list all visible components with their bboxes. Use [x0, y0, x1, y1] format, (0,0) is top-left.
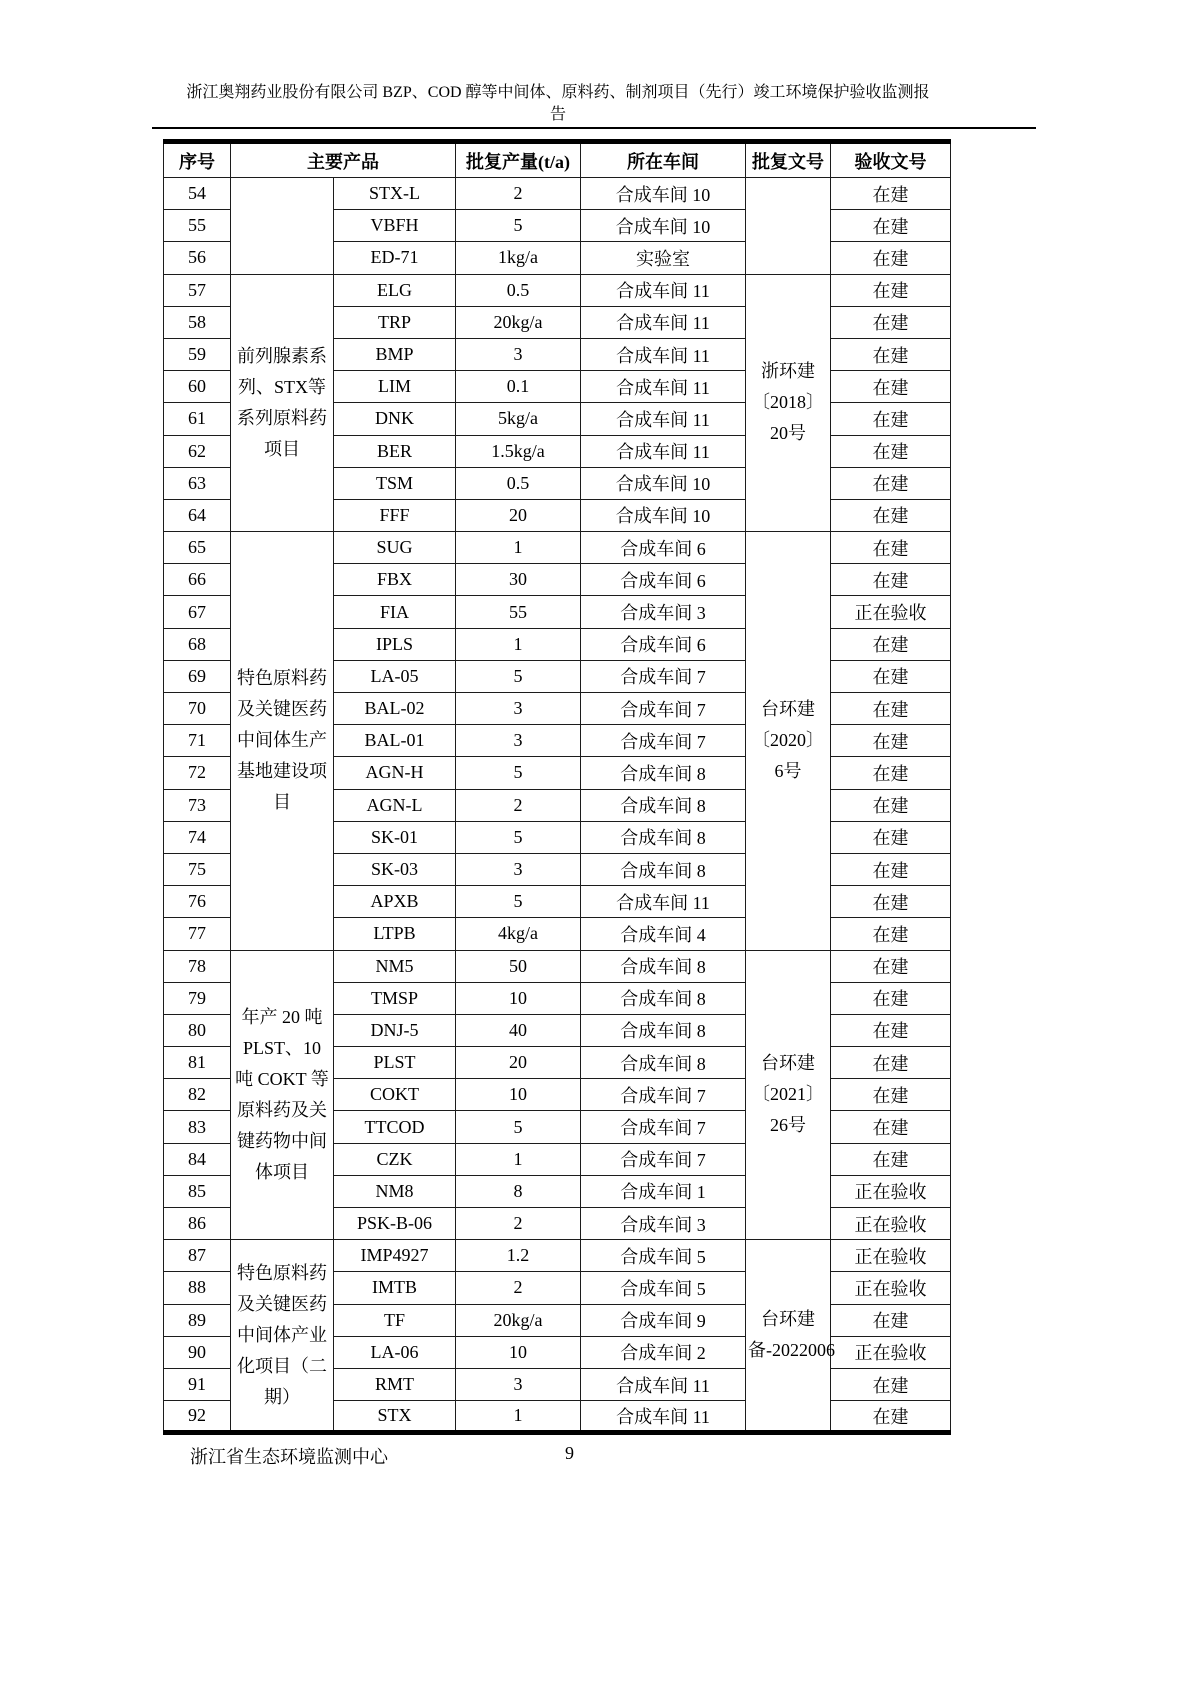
row-no-cell: 71: [164, 725, 231, 757]
workshop-cell: 合成车间 2: [581, 1336, 746, 1368]
product-cell: SK-01: [334, 821, 456, 853]
table-row: [164, 274, 951, 306]
acceptance-cell: 正在验收: [831, 1336, 951, 1368]
row-no-cell: 74: [164, 821, 231, 853]
acceptance-cell: 在建: [831, 1143, 951, 1175]
row-no-cell: 86: [164, 1208, 231, 1240]
row-no-cell: 67: [164, 596, 231, 628]
product-cell: TTCOD: [334, 1111, 456, 1143]
workshop-cell: 合成车间 8: [581, 1047, 746, 1079]
product-cell: IPLS: [334, 628, 456, 660]
acceptance-cell: 在建: [831, 1111, 951, 1143]
table-row: [164, 1240, 951, 1272]
quantity-cell: 20: [456, 499, 581, 531]
row-no-cell: 70: [164, 693, 231, 725]
acceptance-cell: 在建: [831, 306, 951, 338]
product-cell: CZK: [334, 1143, 456, 1175]
workshop-cell: 合成车间 8: [581, 982, 746, 1014]
product-cell: PLST: [334, 1047, 456, 1079]
product-cell: SUG: [334, 532, 456, 564]
acceptance-cell: 在建: [831, 821, 951, 853]
acceptance-cell: 在建: [831, 1047, 951, 1079]
row-no-cell: 75: [164, 853, 231, 885]
acceptance-cell: 在建: [831, 628, 951, 660]
acceptance-cell: 在建: [831, 660, 951, 692]
row-no-cell: 58: [164, 306, 231, 338]
row-no-cell: 88: [164, 1272, 231, 1304]
quantity-cell: 3: [456, 853, 581, 885]
product-cell: LIM: [334, 371, 456, 403]
workshop-cell: 合成车间 11: [581, 371, 746, 403]
product-cell: NM5: [334, 950, 456, 982]
quantity-cell: 3: [456, 1368, 581, 1400]
workshop-cell: 合成车间 3: [581, 1208, 746, 1240]
row-no-cell: 59: [164, 338, 231, 370]
product-cell: FIA: [334, 596, 456, 628]
workshop-cell: 合成车间 8: [581, 853, 746, 885]
product-cell: BAL-02: [334, 693, 456, 725]
product-cell: LA-06: [334, 1336, 456, 1368]
product-cell: STX-L: [334, 178, 456, 210]
col-header-product: 主要产品: [231, 142, 456, 178]
acceptance-cell: 在建: [831, 532, 951, 564]
row-no-cell: 89: [164, 1304, 231, 1336]
acceptance-cell: 在建: [831, 918, 951, 950]
workshop-cell: 合成车间 11: [581, 403, 746, 435]
row-no-cell: 68: [164, 628, 231, 660]
page-title-line2: 告: [549, 106, 566, 123]
row-no-cell: 85: [164, 1175, 231, 1207]
row-no-cell: 80: [164, 1014, 231, 1046]
quantity-cell: 5: [456, 660, 581, 692]
workshop-cell: 合成车间 11: [581, 1401, 746, 1433]
product-cell: BER: [334, 435, 456, 467]
workshop-cell: 合成车间 1: [581, 1175, 746, 1207]
quantity-cell: 5: [456, 1111, 581, 1143]
row-no-cell: 65: [164, 532, 231, 564]
row-no-cell: 73: [164, 789, 231, 821]
workshop-cell: 合成车间 11: [581, 1368, 746, 1400]
quantity-cell: 1.2: [456, 1240, 581, 1272]
quantity-cell: 2: [456, 1208, 581, 1240]
col-header-acceptance: 验收文号: [831, 142, 951, 178]
table-row: [164, 178, 951, 210]
workshop-cell: 合成车间 11: [581, 306, 746, 338]
workshop-cell: 合成车间 8: [581, 821, 746, 853]
workshop-cell: 合成车间 7: [581, 1079, 746, 1111]
product-cell: RMT: [334, 1368, 456, 1400]
quantity-cell: 20: [456, 1047, 581, 1079]
acceptance-cell: 在建: [831, 982, 951, 1014]
acceptance-cell: 在建: [831, 403, 951, 435]
product-cell: TRP: [334, 306, 456, 338]
row-no-cell: 69: [164, 660, 231, 692]
row-no-cell: 76: [164, 886, 231, 918]
approval-doc-cell: 台环建备-2022006: [746, 1240, 831, 1433]
quantity-cell: 5kg/a: [456, 403, 581, 435]
acceptance-cell: 在建: [831, 950, 951, 982]
row-no-cell: 61: [164, 403, 231, 435]
acceptance-cell: 正在验收: [831, 1240, 951, 1272]
quantity-cell: 4kg/a: [456, 918, 581, 950]
product-cell: SK-03: [334, 853, 456, 885]
products-table: [163, 139, 951, 1435]
row-no-cell: 78: [164, 950, 231, 982]
row-no-cell: 84: [164, 1143, 231, 1175]
quantity-cell: 1kg/a: [456, 242, 581, 274]
product-cell: FFF: [334, 499, 456, 531]
acceptance-cell: 在建: [831, 338, 951, 370]
row-no-cell: 82: [164, 1079, 231, 1111]
product-cell: ED-71: [334, 242, 456, 274]
quantity-cell: 10: [456, 1079, 581, 1111]
quantity-cell: 1: [456, 1143, 581, 1175]
col-header-approval: 批复文号: [746, 142, 831, 178]
quantity-cell: 1.5kg/a: [456, 435, 581, 467]
quantity-cell: 2: [456, 1272, 581, 1304]
workshop-cell: 合成车间 11: [581, 338, 746, 370]
product-cell: BAL-01: [334, 725, 456, 757]
row-no-cell: 72: [164, 757, 231, 789]
quantity-cell: 30: [456, 564, 581, 596]
row-no-cell: 62: [164, 435, 231, 467]
table-row: [164, 950, 951, 982]
workshop-cell: 合成车间 8: [581, 950, 746, 982]
workshop-cell: 合成车间 11: [581, 274, 746, 306]
quantity-cell: 40: [456, 1014, 581, 1046]
row-no-cell: 83: [164, 1111, 231, 1143]
workshop-cell: 合成车间 7: [581, 1143, 746, 1175]
quantity-cell: 3: [456, 338, 581, 370]
quantity-cell: 10: [456, 1336, 581, 1368]
row-no-cell: 91: [164, 1368, 231, 1400]
acceptance-cell: 正在验收: [831, 1208, 951, 1240]
workshop-cell: 合成车间 10: [581, 210, 746, 242]
approval-doc-cell: [746, 178, 831, 275]
acceptance-cell: 在建: [831, 564, 951, 596]
quantity-cell: 1: [456, 1401, 581, 1433]
acceptance-cell: 正在验收: [831, 1272, 951, 1304]
product-cell: NM8: [334, 1175, 456, 1207]
quantity-cell: 0.5: [456, 467, 581, 499]
product-cell: PSK-B-06: [334, 1208, 456, 1240]
quantity-cell: 5: [456, 886, 581, 918]
project-group-cell: 前列腺素系列、STX等系列原料药项目: [231, 274, 334, 532]
acceptance-cell: 在建: [831, 1079, 951, 1111]
workshop-cell: 合成车间 7: [581, 725, 746, 757]
quantity-cell: 8: [456, 1175, 581, 1207]
quantity-cell: 5: [456, 757, 581, 789]
product-cell: APXB: [334, 886, 456, 918]
quantity-cell: 1: [456, 532, 581, 564]
row-no-cell: 60: [164, 371, 231, 403]
project-group-cell: 特色原料药及关键医药中间体生产基地建设项目: [231, 532, 334, 950]
workshop-cell: 实验室: [581, 242, 746, 274]
quantity-cell: 20kg/a: [456, 1304, 581, 1336]
project-group-cell: 特色原料药及关键医药中间体产业化项目（二期）: [231, 1240, 334, 1433]
page-title: [163, 82, 953, 126]
row-no-cell: 54: [164, 178, 231, 210]
product-cell: DNJ-5: [334, 1014, 456, 1046]
workshop-cell: 合成车间 10: [581, 178, 746, 210]
acceptance-cell: 在建: [831, 210, 951, 242]
acceptance-cell: 在建: [831, 499, 951, 531]
row-no-cell: 63: [164, 467, 231, 499]
acceptance-cell: 在建: [831, 1014, 951, 1046]
acceptance-cell: 在建: [831, 371, 951, 403]
workshop-cell: 合成车间 9: [581, 1304, 746, 1336]
row-no-cell: 55: [164, 210, 231, 242]
quantity-cell: 3: [456, 693, 581, 725]
acceptance-cell: 在建: [831, 274, 951, 306]
acceptance-cell: 正在验收: [831, 1175, 951, 1207]
acceptance-cell: 在建: [831, 435, 951, 467]
acceptance-cell: 在建: [831, 853, 951, 885]
acceptance-cell: 在建: [831, 1401, 951, 1433]
product-cell: AGN-H: [334, 757, 456, 789]
workshop-cell: 合成车间 5: [581, 1272, 746, 1304]
table-row: [164, 532, 951, 564]
product-cell: ELG: [334, 274, 456, 306]
row-no-cell: 81: [164, 1047, 231, 1079]
workshop-cell: 合成车间 3: [581, 596, 746, 628]
acceptance-cell: 在建: [831, 886, 951, 918]
acceptance-cell: 在建: [831, 789, 951, 821]
header-rule: [152, 127, 1036, 129]
row-no-cell: 79: [164, 982, 231, 1014]
workshop-cell: 合成车间 8: [581, 1014, 746, 1046]
product-cell: AGN-L: [334, 789, 456, 821]
product-cell: TF: [334, 1304, 456, 1336]
row-no-cell: 90: [164, 1336, 231, 1368]
page-title-line1: 浙江奥翔药业股份有限公司 BZP、COD 醇等中间体、原料药、制剂项目（先行）竣工环境保护验收监测报: [186, 84, 930, 101]
project-group-cell: 年产 20 吨 PLST、10 吨 COKT 等原料药及关键药物中间体项目: [231, 950, 334, 1240]
workshop-cell: 合成车间 6: [581, 532, 746, 564]
quantity-cell: 0.5: [456, 274, 581, 306]
table-header-row: [164, 142, 951, 178]
acceptance-cell: 在建: [831, 1304, 951, 1336]
footer-page-number: 9: [565, 1443, 574, 1463]
product-cell: DNK: [334, 403, 456, 435]
acceptance-cell: 在建: [831, 178, 951, 210]
workshop-cell: 合成车间 6: [581, 564, 746, 596]
quantity-cell: 55: [456, 596, 581, 628]
row-no-cell: 87: [164, 1240, 231, 1272]
product-cell: BMP: [334, 338, 456, 370]
quantity-cell: 0.1: [456, 371, 581, 403]
row-no-cell: 57: [164, 274, 231, 306]
workshop-cell: 合成车间 4: [581, 918, 746, 950]
workshop-cell: 合成车间 11: [581, 435, 746, 467]
acceptance-cell: 在建: [831, 1368, 951, 1400]
quantity-cell: 1: [456, 628, 581, 660]
row-no-cell: 66: [164, 564, 231, 596]
workshop-cell: 合成车间 8: [581, 789, 746, 821]
approval-doc-cell: 台环建〔2020〕6号: [746, 532, 831, 950]
workshop-cell: 合成车间 10: [581, 467, 746, 499]
workshop-cell: 合成车间 7: [581, 1111, 746, 1143]
quantity-cell: 2: [456, 178, 581, 210]
col-header-quantity: 批复产量(t/a): [456, 142, 581, 178]
product-cell: FBX: [334, 564, 456, 596]
quantity-cell: 3: [456, 725, 581, 757]
product-cell: STX: [334, 1401, 456, 1433]
quantity-cell: 50: [456, 950, 581, 982]
quantity-cell: 5: [456, 821, 581, 853]
project-group-cell: [231, 178, 334, 275]
acceptance-cell: 正在验收: [831, 596, 951, 628]
product-cell: TSM: [334, 467, 456, 499]
acceptance-cell: 在建: [831, 725, 951, 757]
row-no-cell: 64: [164, 499, 231, 531]
approval-doc-cell: 台环建〔2021〕26号: [746, 950, 831, 1240]
product-cell: VBFH: [334, 210, 456, 242]
workshop-cell: 合成车间 7: [581, 660, 746, 692]
product-cell: IMP4927: [334, 1240, 456, 1272]
workshop-cell: 合成车间 7: [581, 693, 746, 725]
row-no-cell: 77: [164, 918, 231, 950]
col-header-no: 序号: [164, 142, 231, 178]
product-cell: TMSP: [334, 982, 456, 1014]
quantity-cell: 20kg/a: [456, 306, 581, 338]
row-no-cell: 56: [164, 242, 231, 274]
acceptance-cell: 在建: [831, 467, 951, 499]
workshop-cell: 合成车间 10: [581, 499, 746, 531]
acceptance-cell: 在建: [831, 757, 951, 789]
acceptance-cell: 在建: [831, 693, 951, 725]
workshop-cell: 合成车间 8: [581, 757, 746, 789]
workshop-cell: 合成车间 5: [581, 1240, 746, 1272]
product-cell: COKT: [334, 1079, 456, 1111]
quantity-cell: 5: [456, 210, 581, 242]
workshop-cell: 合成车间 6: [581, 628, 746, 660]
row-no-cell: 92: [164, 1401, 231, 1433]
footer-organization: 浙江省生态环境监测中心: [190, 1447, 388, 1467]
product-cell: LTPB: [334, 918, 456, 950]
quantity-cell: 2: [456, 789, 581, 821]
quantity-cell: 10: [456, 982, 581, 1014]
product-cell: IMTB: [334, 1272, 456, 1304]
workshop-cell: 合成车间 11: [581, 886, 746, 918]
acceptance-cell: 在建: [831, 242, 951, 274]
product-cell: LA-05: [334, 660, 456, 692]
approval-doc-cell: 浙环建〔2018〕20号: [746, 274, 831, 532]
col-header-workshop: 所在车间: [581, 142, 746, 178]
